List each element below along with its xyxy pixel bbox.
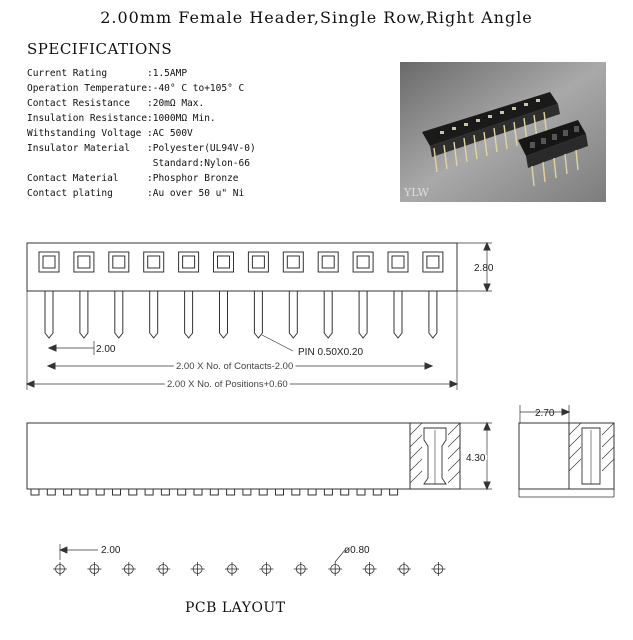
contact-window xyxy=(318,252,338,272)
bottom-notch xyxy=(341,489,349,495)
bottom-notch xyxy=(373,489,381,495)
pin xyxy=(289,291,297,338)
spec-label: Contact Resistance xyxy=(27,98,130,109)
bottom-notch xyxy=(324,489,332,495)
photo-watermark: YLW xyxy=(404,186,429,199)
front-pins xyxy=(39,252,443,338)
contact-opening xyxy=(183,256,195,268)
contact-window xyxy=(74,252,94,272)
bottom-notch xyxy=(178,489,186,495)
contact-window xyxy=(214,252,234,272)
contact-opening xyxy=(78,256,90,268)
contact-window xyxy=(109,252,129,272)
spec-value: :AC 500V xyxy=(147,128,193,139)
pin xyxy=(80,291,88,338)
pin xyxy=(45,291,53,338)
pin-size-dim: PIN 0.50X0.20 xyxy=(298,347,364,358)
pin xyxy=(359,291,367,338)
pin xyxy=(115,291,123,338)
pcb-pitch-dim: 2.00 xyxy=(101,545,121,556)
contact-opening xyxy=(252,256,264,268)
spec-value: :-40° C to+105° C xyxy=(147,83,245,94)
pin xyxy=(150,291,158,338)
contact-opening xyxy=(392,256,404,268)
pin xyxy=(394,291,402,338)
specifications-heading: SPECIFICATIONS xyxy=(27,40,173,58)
contact-opening xyxy=(427,256,439,268)
contact-window xyxy=(144,252,164,272)
front-pitch-dim: 2.00 xyxy=(96,344,116,355)
pin xyxy=(185,291,193,338)
contact-opening xyxy=(113,256,125,268)
bottom-notch xyxy=(243,489,251,495)
bottom-notch xyxy=(96,489,104,495)
bottom-notch xyxy=(161,489,169,495)
bottom-notch xyxy=(227,489,235,495)
bottom-notch xyxy=(357,489,365,495)
contact-window xyxy=(388,252,408,272)
contact-opening xyxy=(148,256,160,268)
bottom-housing xyxy=(27,423,460,489)
contact-window xyxy=(353,252,373,272)
contact-opening xyxy=(218,256,230,268)
spec-label: Insulation Resistance xyxy=(27,113,148,124)
bottom-notch xyxy=(31,489,39,495)
contact-window xyxy=(248,252,268,272)
bottom-notch xyxy=(129,489,137,495)
contacts-dim: 2.00 X No. of Contacts-2.00 xyxy=(176,361,294,372)
bottom-notch xyxy=(47,489,55,495)
dimension-labels xyxy=(96,263,555,556)
spec-label: Withstanding Voltage xyxy=(27,128,142,139)
bottom-notch xyxy=(194,489,202,495)
spec-value: Standard:Nylon-66 xyxy=(147,158,250,169)
side-width-dim: 2.70 xyxy=(535,408,555,419)
bottom-notch xyxy=(145,489,153,495)
bottom-notch xyxy=(292,489,300,495)
pcb-layout-label: PCB LAYOUT xyxy=(185,600,286,616)
bottom-notch xyxy=(210,489,218,495)
contact-opening xyxy=(322,256,334,268)
contact-window xyxy=(179,252,199,272)
contact-opening xyxy=(43,256,55,268)
spec-value: :1000MΩ Min. xyxy=(147,113,216,124)
front-height-dim: 2.80 xyxy=(474,263,494,274)
spec-label: Insulator Material xyxy=(27,143,130,154)
bottom-height-dim: 4.30 xyxy=(466,453,486,464)
contact-window xyxy=(39,252,59,272)
contact-window xyxy=(283,252,303,272)
spec-label: Contact plating xyxy=(27,188,113,199)
spec-value: :1.5AMP xyxy=(147,68,188,79)
spec-value: :20mΩ Max. xyxy=(147,98,205,109)
spec-label: Operation Temperature xyxy=(27,83,148,94)
bottom-notches xyxy=(31,489,398,495)
bottom-notch xyxy=(80,489,88,495)
side-view xyxy=(519,405,614,497)
bottom-notch xyxy=(113,489,121,495)
pin xyxy=(220,291,228,338)
contact-opening xyxy=(357,256,369,268)
bottom-notch xyxy=(390,489,398,495)
bottom-notch xyxy=(276,489,284,495)
pcb-hole-dim: ø0.80 xyxy=(344,545,370,556)
spec-value: :Phosphor Bronze xyxy=(147,173,239,184)
spec-label: Current Rating xyxy=(27,68,108,79)
spec-value: :Au over 50 u" Ni xyxy=(147,188,245,199)
contact-opening xyxy=(287,256,299,268)
bottom-notch xyxy=(259,489,267,495)
pin xyxy=(324,291,332,338)
pin xyxy=(429,291,437,338)
spec-value: :Polyester(UL94V-0) xyxy=(147,143,256,154)
spec-label: Contact Material xyxy=(27,173,119,184)
pcb-holes xyxy=(53,562,445,576)
bottom-view xyxy=(27,423,492,495)
page-title: 2.00mm Female Header,Single Row,Right Angle xyxy=(100,8,533,27)
contact-window xyxy=(423,252,443,272)
positions-dim: 2.00 X No. of Positions+0.60 xyxy=(167,379,288,390)
pin xyxy=(254,291,262,338)
bottom-notch xyxy=(64,489,72,495)
bottom-notch xyxy=(308,489,316,495)
